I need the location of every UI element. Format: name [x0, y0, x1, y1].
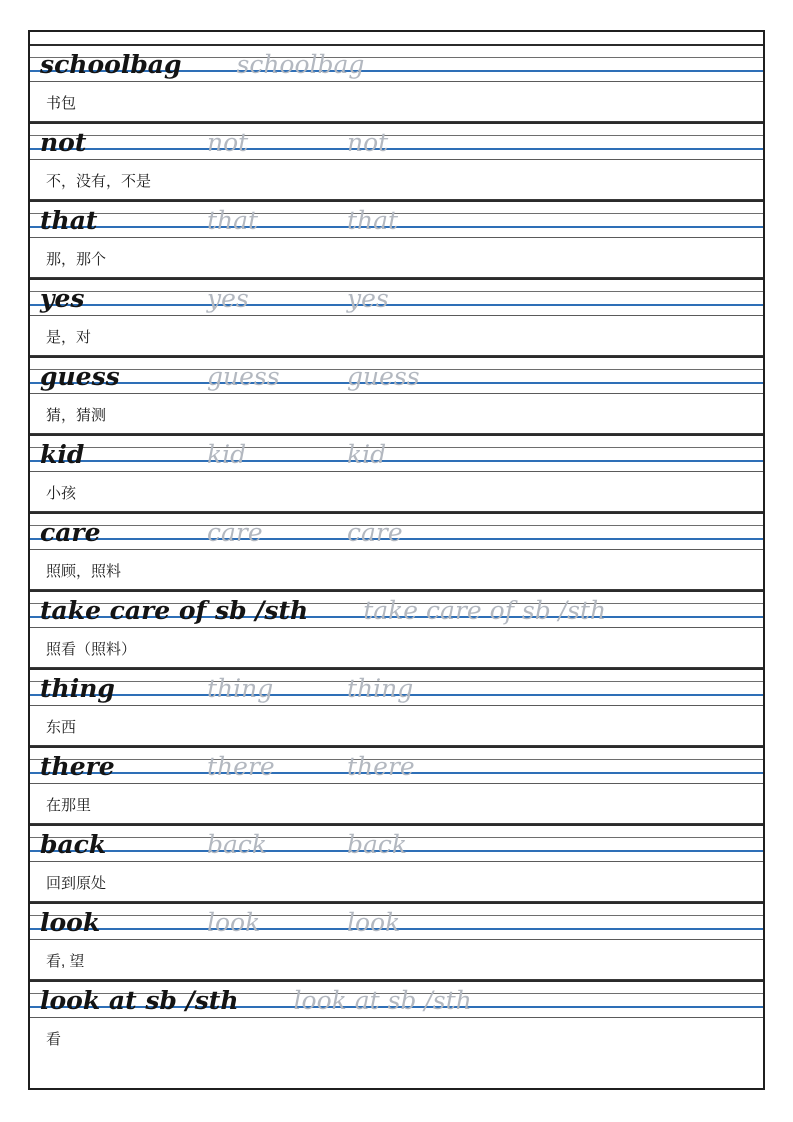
- trace-copy: yes: [207, 284, 249, 313]
- handwriting-guide: [30, 590, 763, 630]
- guide-top-line: [30, 44, 763, 46]
- guide-bottom-line: [30, 471, 763, 472]
- chinese-meaning: 不，没有，不是: [30, 162, 763, 200]
- vocabulary-word: kid: [40, 440, 85, 469]
- word-line: [40, 206, 753, 235]
- word-line: [40, 986, 753, 1015]
- word-line: [40, 440, 753, 469]
- guide-top-line: [30, 356, 763, 358]
- word-entry: [30, 512, 763, 590]
- trace-copy: that: [207, 206, 259, 235]
- word-entry: [30, 824, 763, 902]
- trace-copy: there: [347, 752, 415, 781]
- word-line: [40, 128, 753, 157]
- word-entry: [30, 980, 763, 1057]
- vocabulary-word: care: [40, 518, 101, 547]
- trace-copy: schoolbag: [236, 50, 365, 79]
- chinese-meaning: 看, 望: [30, 942, 763, 980]
- trace-copy: yes: [347, 284, 389, 313]
- guide-top-line: [30, 434, 763, 436]
- vocabulary-word: back: [40, 830, 107, 859]
- vocabulary-word: that: [40, 206, 98, 235]
- chinese-meaning: 是，对: [30, 318, 763, 356]
- handwriting-guide: [30, 980, 763, 1020]
- guide-bottom-line: [30, 861, 763, 862]
- word-entry: [30, 122, 763, 200]
- guide-top-line: [30, 122, 763, 124]
- word-entry: [30, 200, 763, 278]
- trace-copy: look at sb /sth: [293, 986, 472, 1015]
- guide-bottom-line: [30, 627, 763, 628]
- chinese-meaning: 东西: [30, 708, 763, 746]
- vocabulary-word: schoolbag: [40, 50, 182, 79]
- guide-top-line: [30, 746, 763, 748]
- vocabulary-word: look: [40, 908, 101, 937]
- word-entry: [30, 668, 763, 746]
- vocabulary-word: thing: [40, 674, 115, 703]
- guide-bottom-line: [30, 783, 763, 784]
- guide-bottom-line: [30, 393, 763, 394]
- chinese-meaning: 回到原处: [30, 864, 763, 902]
- word-line: [40, 362, 753, 391]
- trace-copy: guess: [347, 362, 420, 391]
- word-entry: [30, 44, 763, 122]
- guide-bottom-line: [30, 315, 763, 316]
- handwriting-guide: [30, 434, 763, 474]
- vocabulary-word: guess: [40, 362, 120, 391]
- guide-top-line: [30, 824, 763, 826]
- trace-copy: not: [347, 128, 389, 157]
- guide-top-line: [30, 668, 763, 670]
- handwriting-guide: [30, 44, 763, 84]
- guide-bottom-line: [30, 237, 763, 238]
- chinese-meaning: 小孩: [30, 474, 763, 512]
- word-entry: [30, 278, 763, 356]
- chinese-meaning: 照顾，照料: [30, 552, 763, 590]
- handwriting-guide: [30, 824, 763, 864]
- word-entry: [30, 434, 763, 512]
- guide-top-line: [30, 980, 763, 982]
- trace-copy: there: [207, 752, 275, 781]
- entries: [30, 32, 763, 1057]
- trace-copy: look: [207, 908, 261, 937]
- handwriting-guide: [30, 200, 763, 240]
- word-entry: [30, 746, 763, 824]
- chinese-meaning: 照看（照料）: [30, 630, 763, 668]
- trace-copy: kid: [347, 440, 387, 469]
- word-line: [40, 596, 753, 625]
- word-entry: [30, 590, 763, 668]
- guide-bottom-line: [30, 1017, 763, 1018]
- guide-bottom-line: [30, 81, 763, 82]
- trace-copy: back: [207, 830, 268, 859]
- guide-bottom-line: [30, 705, 763, 706]
- vocabulary-word: yes: [40, 284, 85, 313]
- trace-copy: not: [207, 128, 249, 157]
- word-line: [40, 50, 753, 79]
- handwriting-guide: [30, 356, 763, 396]
- trace-copy: back: [347, 830, 408, 859]
- handwriting-guide: [30, 278, 763, 318]
- guide-bottom-line: [30, 549, 763, 550]
- word-line: [40, 752, 753, 781]
- word-line: [40, 908, 753, 937]
- handwriting-guide: [30, 122, 763, 162]
- chinese-meaning: 在那里: [30, 786, 763, 824]
- word-entry: [30, 902, 763, 980]
- handwriting-guide: [30, 668, 763, 708]
- trace-copy: thing: [207, 674, 274, 703]
- chinese-meaning: 看: [46, 1031, 62, 1048]
- vocabulary-word: look at sb /sth: [40, 986, 239, 1015]
- guide-top-line: [30, 512, 763, 514]
- word-entry: [30, 356, 763, 434]
- worksheet-frame: [28, 30, 765, 1090]
- trace-copy: thing: [347, 674, 414, 703]
- guide-top-line: [30, 590, 763, 592]
- word-line: [40, 518, 753, 547]
- chinese-meaning: 书包: [30, 84, 763, 122]
- guide-top-line: [30, 278, 763, 280]
- chinese-meaning: 那，那个: [30, 240, 763, 278]
- handwriting-guide: [30, 902, 763, 942]
- word-line: [40, 284, 753, 313]
- trace-copy: care: [207, 518, 263, 547]
- word-line: [40, 830, 753, 859]
- vocabulary-word: not: [40, 128, 87, 157]
- guide-top-line: [30, 902, 763, 904]
- vocabulary-word: take care of sb /sth: [40, 596, 309, 625]
- word-line: [40, 674, 753, 703]
- guide-bottom-line: [30, 159, 763, 160]
- handwriting-guide: [30, 512, 763, 552]
- vocabulary-word: there: [40, 752, 115, 781]
- handwriting-guide: [30, 746, 763, 786]
- guide-top-line: [30, 200, 763, 202]
- trace-copy: care: [347, 518, 403, 547]
- trace-copy: kid: [207, 440, 247, 469]
- trace-copy: guess: [207, 362, 280, 391]
- guide-bottom-line: [30, 939, 763, 940]
- chinese-meaning: 猜，猜测: [30, 396, 763, 434]
- trace-copy: that: [347, 206, 399, 235]
- trace-copy: take care of sb /sth: [363, 596, 607, 625]
- trace-copy: look: [347, 908, 401, 937]
